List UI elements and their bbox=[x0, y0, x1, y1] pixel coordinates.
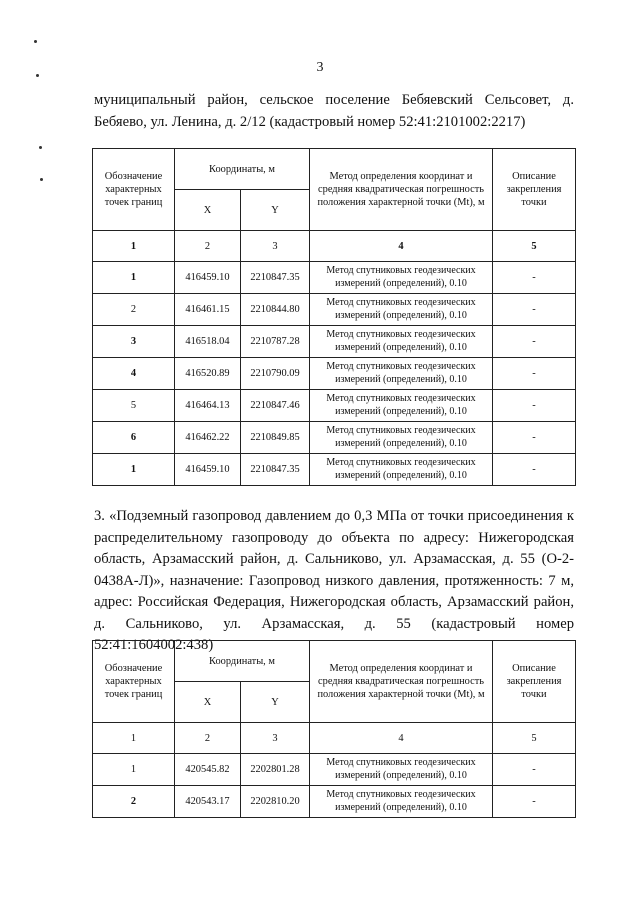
point-id: 6 bbox=[93, 422, 175, 454]
table-row bbox=[93, 754, 576, 786]
method-text: Метод спутниковых геодезических измерений (определений), 0.10 bbox=[310, 754, 493, 786]
description: - bbox=[493, 422, 576, 454]
table-row bbox=[93, 786, 576, 818]
point-id: 2 bbox=[93, 294, 175, 326]
header-x: X bbox=[175, 682, 241, 723]
y-coordinate: 2210847.35 bbox=[241, 454, 310, 486]
table-row bbox=[93, 262, 576, 294]
table-row bbox=[93, 454, 576, 486]
method-text: Метод спутниковых геодезических измерений (определений), 0.10 bbox=[310, 786, 493, 818]
y-coordinate: 2210849.85 bbox=[241, 422, 310, 454]
description: - bbox=[493, 262, 576, 294]
method-text: Метод спутниковых геодезических измерений (определений), 0.10 bbox=[310, 422, 493, 454]
method-text: Метод спутниковых геодезических измерений (определений), 0.10 bbox=[310, 326, 493, 358]
header-desc: Описание закрепления точки bbox=[493, 149, 576, 231]
x-coordinate: 420543.17 bbox=[175, 786, 241, 818]
scan-artifact-dot bbox=[34, 40, 37, 43]
header-coords: Координаты, м bbox=[175, 641, 310, 682]
x-coordinate: 416518.04 bbox=[175, 326, 241, 358]
description: - bbox=[493, 358, 576, 390]
header-coords: Координаты, м bbox=[175, 149, 310, 190]
y-coordinate: 2210847.46 bbox=[241, 390, 310, 422]
x-coordinate: 416520.89 bbox=[175, 358, 241, 390]
x-coordinate: 416464.13 bbox=[175, 390, 241, 422]
column-number: 5 bbox=[493, 231, 576, 262]
table-row bbox=[93, 390, 576, 422]
header-method: Метод определения координат и средняя квадратическая погрешность положения характерной точки (Mt), м bbox=[310, 641, 493, 723]
column-number: 3 bbox=[241, 723, 310, 754]
y-coordinate: 2210790.09 bbox=[241, 358, 310, 390]
y-coordinate: 2202801.28 bbox=[241, 754, 310, 786]
point-id: 3 bbox=[93, 326, 175, 358]
header-desc: Описание закрепления точки bbox=[493, 641, 576, 723]
point-id: 4 bbox=[93, 358, 175, 390]
method-text: Метод спутниковых геодезических измерений (определений), 0.10 bbox=[310, 294, 493, 326]
x-coordinate: 416461.15 bbox=[175, 294, 241, 326]
table-row bbox=[93, 326, 576, 358]
paragraph-address-1: муниципальный район, сельское поселение Бебяевский Сельсовет, д. Бебяево, ул. Ленина, д. 2/12 (кадастровый номер 52:41:2101002:2217) bbox=[94, 92, 574, 130]
column-number: 1 bbox=[93, 723, 175, 754]
description: - bbox=[493, 454, 576, 486]
header-point: Обозначение характерных точек границ bbox=[93, 149, 175, 231]
y-coordinate: 2210844.80 bbox=[241, 294, 310, 326]
x-coordinate: 416459.10 bbox=[175, 262, 241, 294]
description: - bbox=[493, 326, 576, 358]
header-y: Y bbox=[241, 682, 310, 723]
page-number: 3 bbox=[316, 60, 324, 75]
scan-artifact-dot bbox=[39, 146, 42, 149]
point-id: 1 bbox=[93, 454, 175, 486]
header-y: Y bbox=[241, 190, 310, 231]
x-coordinate: 416459.10 bbox=[175, 454, 241, 486]
header-point: Обозначение характерных точек границ bbox=[93, 641, 175, 723]
paragraph-item-3: 3. «Подземный газопровод давлением до 0,3 МПа от точки присоединения к распределительному газопроводу до объекта по адресу: Нижегородская область, Арзамасский район, д. Сальниково, ул. Арзамасская, д. 55 (О-2-0438А-Л)», назначение: Газопровод низкого давления, протяженность: 7 м, адрес: Российская Федерация, Нижегородская область, Арзамасский район, д. Сальниково, ул. Арзамасская, д. 55 (кадастровый номер 52:41:1604002:438) bbox=[94, 508, 574, 653]
method-text: Метод спутниковых геодезических измерений (определений), 0.10 bbox=[310, 454, 493, 486]
y-coordinate: 2210787.28 bbox=[241, 326, 310, 358]
y-coordinate: 2202810.20 bbox=[241, 786, 310, 818]
description: - bbox=[493, 390, 576, 422]
column-number: 2 bbox=[175, 723, 241, 754]
point-id: 1 bbox=[93, 262, 175, 294]
table-row bbox=[93, 294, 576, 326]
method-text: Метод спутниковых геодезических измерений (определений), 0.10 bbox=[310, 358, 493, 390]
description: - bbox=[493, 754, 576, 786]
description: - bbox=[493, 786, 576, 818]
x-coordinate: 416462.22 bbox=[175, 422, 241, 454]
coordinates-table-1 bbox=[92, 148, 576, 486]
y-coordinate: 2210847.35 bbox=[241, 262, 310, 294]
column-number: 4 bbox=[310, 231, 493, 262]
column-number: 4 bbox=[310, 723, 493, 754]
table-row bbox=[93, 358, 576, 390]
column-number: 2 bbox=[175, 231, 241, 262]
column-number: 3 bbox=[241, 231, 310, 262]
description: - bbox=[493, 294, 576, 326]
x-coordinate: 420545.82 bbox=[175, 754, 241, 786]
point-id: 2 bbox=[93, 786, 175, 818]
method-text: Метод спутниковых геодезических измерений (определений), 0.10 bbox=[310, 262, 493, 294]
scan-artifact-dot bbox=[40, 178, 43, 181]
header-x: X bbox=[175, 190, 241, 231]
point-id: 5 bbox=[93, 390, 175, 422]
method-text: Метод спутниковых геодезических измерений (определений), 0.10 bbox=[310, 390, 493, 422]
header-method: Метод определения координат и средняя квадратическая погрешность положения характерной точки (Mt), м bbox=[310, 149, 493, 231]
column-number: 1 bbox=[93, 231, 175, 262]
coordinates-table-2 bbox=[92, 640, 576, 818]
point-id: 1 bbox=[93, 754, 175, 786]
column-number: 5 bbox=[493, 723, 576, 754]
table-row bbox=[93, 422, 576, 454]
